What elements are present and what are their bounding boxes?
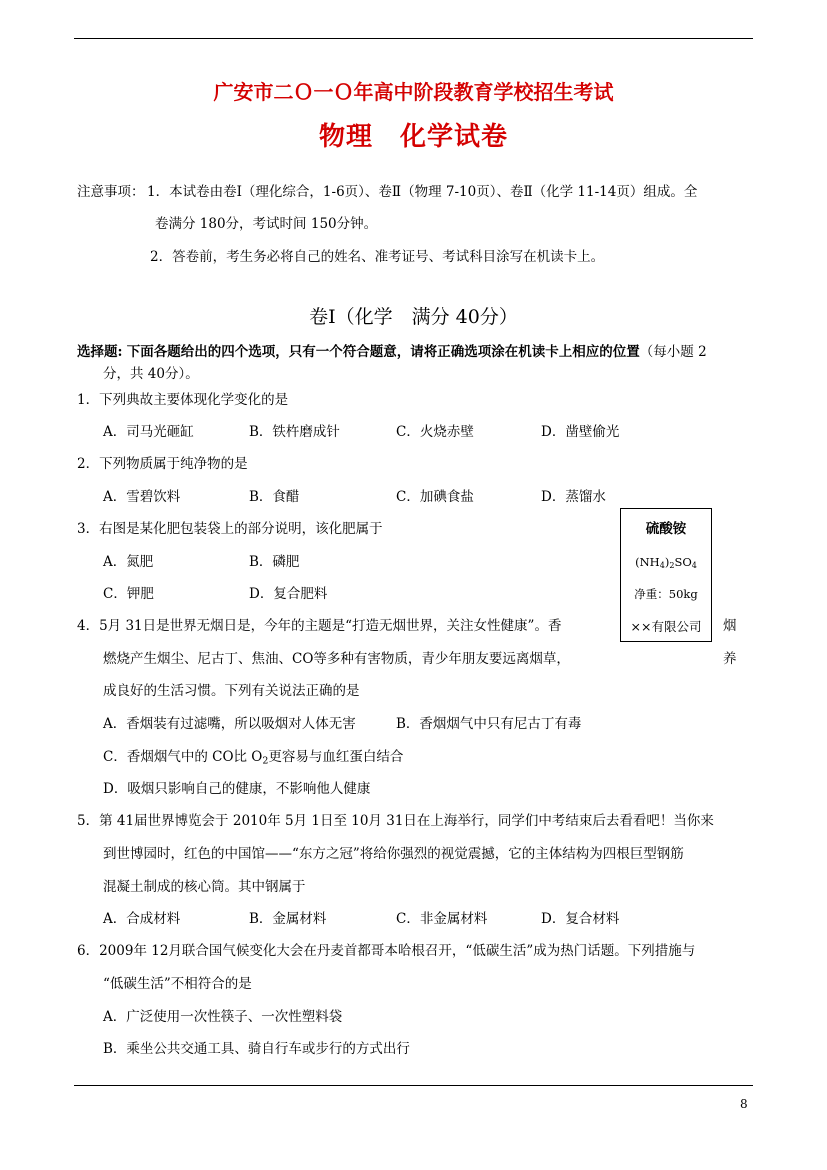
question-2-option-a: A．雪碧饮料: [103, 489, 181, 505]
question-5-option-c: C．非金属材料: [396, 911, 488, 927]
question-4-option-d: D．吸烟只影响自己的健康，不影响他人健康: [103, 781, 371, 797]
question-3-option-a: A．氮肥: [103, 554, 154, 570]
question-3-option-c: C．钾肥: [103, 586, 154, 602]
fertilizer-weight: 净重：50kg: [634, 587, 698, 601]
fertilizer-name: 硫酸铵: [645, 521, 687, 537]
question-6-stem-line-1: 6．2009年 12月联合国气候变化大会在丹麦首都哥本哈根召开，“低碳生活”成为热门话题。下列措施与: [77, 943, 696, 959]
question-2-option-b: B．食醋: [249, 489, 300, 505]
notes-item-2: 2．答卷前，考生务必将自己的姓名、准考证号、考试科目涂写在机读卡上。: [150, 249, 605, 265]
page-number: 8: [740, 1097, 748, 1111]
question-4-option-a: A．香烟装有过滤嘴，所以吸烟对人体无害: [103, 716, 356, 732]
instructions-label: 选择题:: [77, 344, 123, 360]
question-5-option-a: A．合成材料: [103, 911, 181, 927]
question-1-option-b: B．铁杵磨成针: [249, 424, 340, 440]
top-rule: [74, 38, 753, 39]
question-2-option-d: D．蒸馏水: [541, 489, 606, 505]
exam-subtitle: 物理 化学试卷: [318, 122, 508, 152]
formula-subscript: 4: [691, 561, 697, 570]
question-3-stem: 3．右图是某化肥包装袋上的部分说明，该化肥属于: [77, 521, 383, 537]
question-3-option-b: B．磷肥: [249, 554, 300, 570]
formula-part: (NH: [635, 555, 660, 569]
question-5-option-d: D．复合材料: [541, 911, 620, 927]
formula-subscript: 2: [669, 561, 675, 570]
question-4-stem-line-3: 成良好的生活习惯。下列有关说法正确的是: [103, 683, 360, 699]
formula-subscript: 4: [659, 561, 665, 570]
instructions-bold-text: 下面各题给出的四个选项，只有一个符合题意，请将正确选项涂在机读卡上相应的位置: [126, 344, 640, 360]
instructions-tail: （每小题 2: [639, 344, 707, 360]
bottom-rule: [74, 1085, 753, 1086]
instructions-line-1: [77, 340, 707, 360]
question-6-option-a: A．广泛使用一次性筷子、一次性塑料袋: [103, 1009, 343, 1025]
option-c-subscript: 2: [262, 755, 269, 767]
question-1-option-d: D．凿壁偷光: [541, 424, 620, 440]
question-5-stem-line-2: 到世博园时，红色的中国馆——“东方之冠”将给你强烈的视觉震撼，它的主体结构为四根巨型钢筋: [103, 846, 684, 862]
formula-part: SO: [674, 555, 692, 569]
question-4-stem-line-2: 燃烧产生烟尘、尼古丁、焦油、CO等多种有害物质，青少年朋友要远离烟草，: [103, 651, 570, 667]
question-4-option-c: [103, 745, 403, 765]
option-c-text: C．香烟烟气中的 CO比 O: [103, 749, 263, 765]
question-4-stem-line-2-end: 养: [723, 651, 737, 667]
notes-item-1-line-1: 1．本试卷由卷Ⅰ（理化综合，1-6页）、卷Ⅱ（物理 7-10页）、卷Ⅱ（化学 11-14页）组成。全: [147, 184, 698, 200]
fertilizer-company: ××有限公司: [630, 619, 702, 634]
question-5-stem-line-3: 混凝土制成的核心筒。其中钢属于: [103, 879, 306, 895]
notes-item-1-line-2: 卷满分 180分，考试时间 150分钟。: [155, 216, 378, 232]
question-4-stem-line-1: 4．5月 31日是世界无烟日是，今年的主题是“打造无烟世界，关注女性健康”。香: [77, 618, 562, 634]
fertilizer-formula: [621, 555, 711, 569]
question-1-option-a: A．司马光砸缸: [103, 424, 194, 440]
instructions-line-2: 分，共 40分）。: [103, 366, 199, 382]
question-6-stem-line-2: “低碳生活”不相符合的是: [103, 976, 252, 992]
question-1-option-c: C．火烧赤壁: [396, 424, 474, 440]
formula-part: ): [664, 555, 670, 569]
section-title: 卷Ⅰ（化学 满分 40分）: [309, 306, 518, 328]
question-4-option-b: B．香烟烟气中只有尼古丁有毒: [396, 716, 582, 732]
exam-title: 广安市二Ｏ一Ｏ年高中阶段教育学校招生考试: [213, 80, 614, 104]
notes-label: 注意事项：: [77, 184, 145, 200]
question-2-option-c: C．加碘食盐: [396, 489, 474, 505]
fertilizer-label-box: [620, 508, 712, 642]
question-2-stem: 2．下列物质属于纯净物的是: [77, 456, 248, 472]
question-4-stem-line-1-end: 烟: [723, 618, 737, 634]
question-6-option-b: B．乘坐公共交通工具、骑自行车或步行的方式出行: [103, 1041, 410, 1057]
question-1-stem: 1．下列典故主要体现化学变化的是: [77, 392, 289, 408]
question-3-option-d: D．复合肥料: [249, 586, 328, 602]
option-c-text: 更容易与血红蛋白结合: [268, 749, 404, 765]
question-5-option-b: B．金属材料: [249, 911, 327, 927]
question-5-stem-line-1: 5．第 41届世界博览会于 2010年 5月 1日至 10月 31日在上海举行，同学们中考结束后去看看吧！当你来: [77, 813, 714, 829]
